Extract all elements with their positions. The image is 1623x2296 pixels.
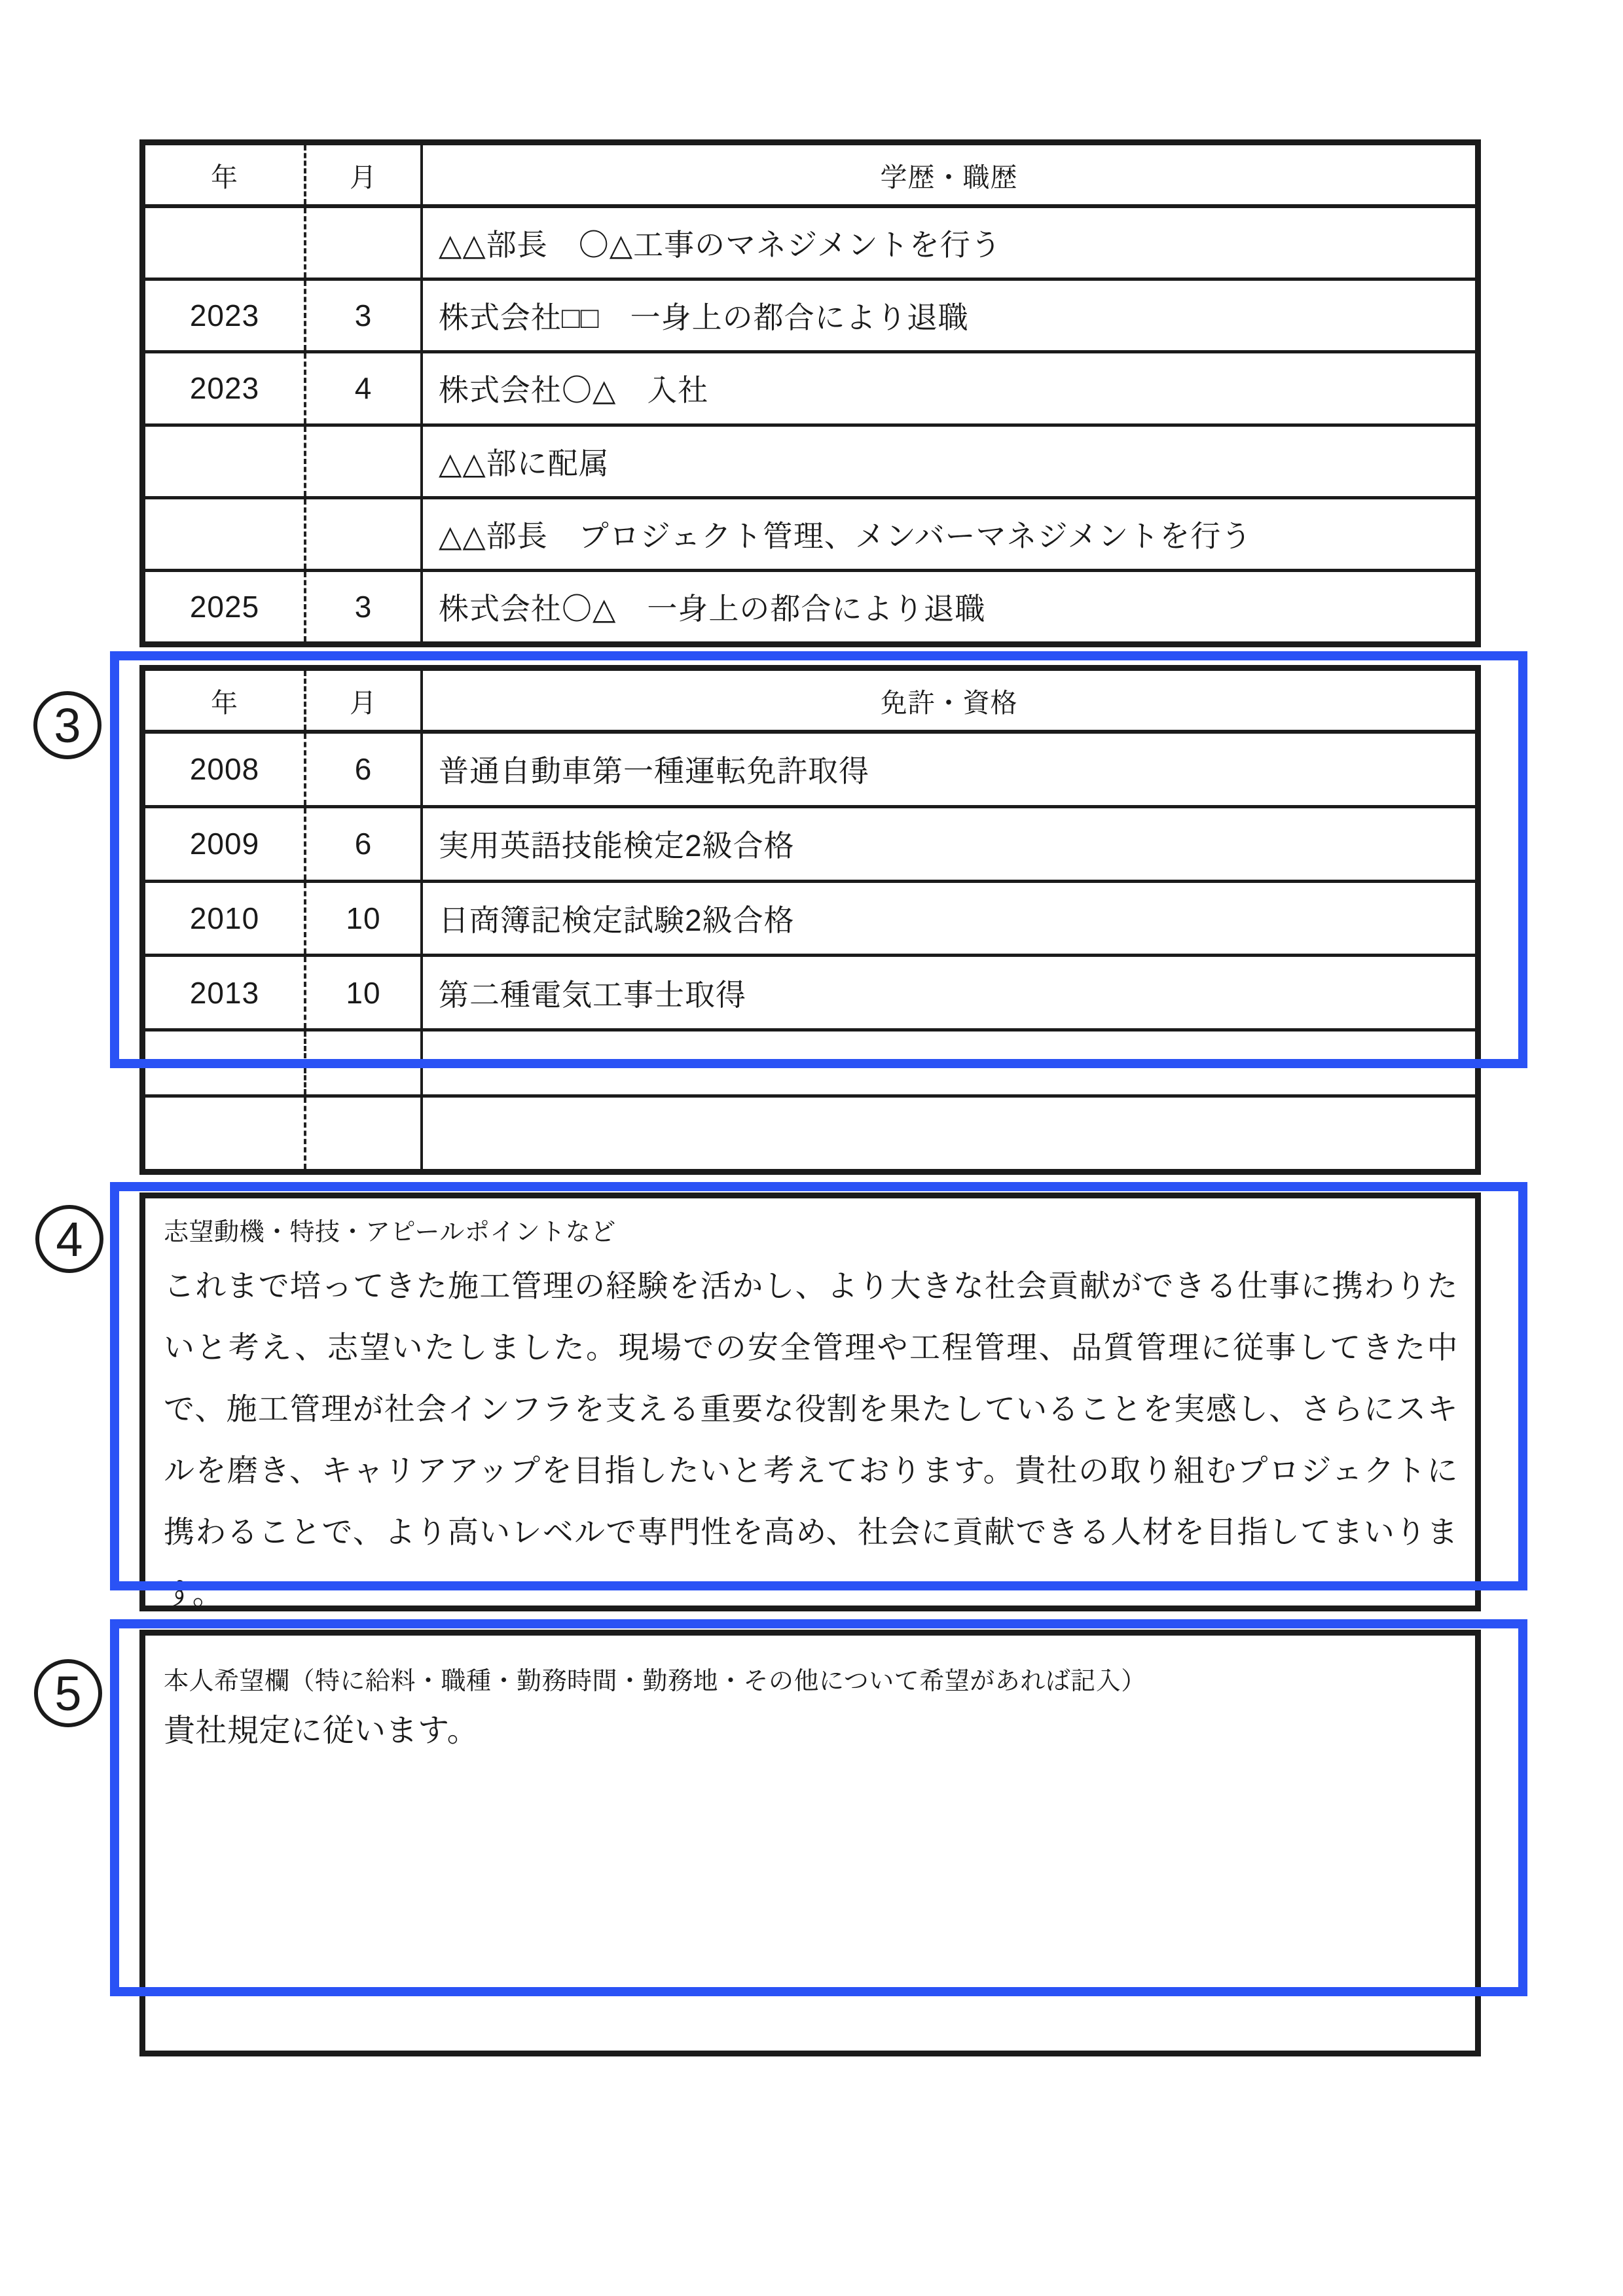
month-header: 月 bbox=[306, 145, 423, 204]
entry-cell: 株式会社〇△ 一身上の都合により退職 bbox=[439, 591, 986, 626]
month-cell: 10 bbox=[306, 883, 423, 954]
year-cell bbox=[145, 499, 306, 569]
month-cell: 6 bbox=[306, 808, 423, 880]
year-cell: 2023 bbox=[145, 353, 306, 423]
entry-cell bbox=[423, 1031, 1475, 1066]
entry-cell: △△部長 プロジェクト管理、メンバーマネジメントを行う bbox=[439, 518, 1252, 553]
motivation-box bbox=[139, 1193, 1481, 1611]
month-cell bbox=[306, 1031, 423, 1066]
table-row bbox=[145, 883, 1475, 958]
table-row bbox=[145, 353, 1475, 426]
personal-request-label: 本人希望欄（特に給料・職種・勤務時間・勤務地・その他について希望があれば記入） bbox=[164, 1668, 1146, 1695]
annotation-badge-5: 5 bbox=[34, 1659, 102, 1727]
month-cell: 10 bbox=[306, 957, 423, 1028]
motivation-label: 志望動機・特技・アピールポイントなど bbox=[164, 1219, 616, 1246]
year-cell: 2023 bbox=[145, 281, 306, 350]
entry-cell: △△部に配属 bbox=[439, 446, 610, 480]
month-cell bbox=[306, 1068, 423, 1094]
annotation-badge-3: 3 bbox=[33, 691, 101, 759]
table-row bbox=[145, 1068, 1475, 1098]
entry-cell: 第二種電気工事士取得 bbox=[439, 977, 746, 1012]
personal-request-body: 貴社規定に従います。 bbox=[164, 1713, 479, 1748]
year-cell: 2008 bbox=[145, 734, 306, 805]
license-qualification-table bbox=[139, 665, 1481, 1066]
month-cell: 6 bbox=[306, 734, 423, 805]
year-cell bbox=[145, 1068, 306, 1094]
year-cell bbox=[145, 1098, 306, 1169]
personal-request-box bbox=[139, 1630, 1481, 2056]
month-header: 月 bbox=[306, 671, 423, 730]
year-cell bbox=[145, 427, 306, 496]
year-cell bbox=[145, 1031, 306, 1066]
month-cell bbox=[306, 1098, 423, 1169]
table-row bbox=[145, 808, 1475, 883]
table-row bbox=[145, 734, 1475, 808]
table-row bbox=[145, 281, 1475, 353]
education-work-history-table bbox=[139, 139, 1481, 647]
month-cell: 4 bbox=[306, 353, 423, 423]
entry-cell bbox=[423, 1098, 1475, 1169]
table-row bbox=[145, 427, 1475, 499]
entry-cell: 株式会社〇△ 入社 bbox=[439, 373, 709, 408]
month-cell: 3 bbox=[306, 572, 423, 641]
month-cell bbox=[306, 427, 423, 496]
table-row bbox=[145, 208, 1475, 281]
license-table-empty-rows bbox=[139, 1068, 1481, 1175]
year-header: 年 bbox=[145, 671, 306, 730]
year-cell: 2013 bbox=[145, 957, 306, 1028]
month-cell bbox=[306, 208, 423, 278]
table-row bbox=[145, 1031, 1475, 1066]
table-row bbox=[145, 1098, 1475, 1169]
table-header-row bbox=[145, 145, 1475, 208]
table-row bbox=[145, 499, 1475, 572]
license-header: 免許・資格 bbox=[880, 687, 1018, 718]
entry-cell: △△部長 〇△工事のマネジメントを行う bbox=[439, 228, 1002, 262]
history-header: 学歴・職歴 bbox=[880, 162, 1018, 192]
entry-cell bbox=[423, 1068, 1475, 1094]
entry-cell: 日商簿記検定試験2級合格 bbox=[439, 903, 795, 937]
year-cell bbox=[145, 208, 306, 278]
table-header-row bbox=[145, 671, 1475, 734]
entry-cell: 実用英語技能検定2級合格 bbox=[439, 829, 795, 863]
annotation-badge-4: 4 bbox=[35, 1205, 103, 1273]
year-cell: 2009 bbox=[145, 808, 306, 880]
month-cell bbox=[306, 499, 423, 569]
year-header: 年 bbox=[145, 145, 306, 204]
year-cell: 2025 bbox=[145, 572, 306, 641]
table-row bbox=[145, 957, 1475, 1031]
table-row bbox=[145, 572, 1475, 641]
entry-cell: 普通自動車第一種運転免許取得 bbox=[439, 754, 869, 789]
year-cell: 2010 bbox=[145, 883, 306, 954]
motivation-body: これまで培ってきた施工管理の経験を活かし、より大きな社会貢献ができる仕事に携わりたいと考え、志望いたしました。現場での安全管理や工程管理、品質管理に従事してきた中で、施工管理が社会インフラを支える重要な役割を果たしていることを実感し、さらにスキルを磨き、キャリアアップを目指したいと考えております。貴社の取り組むプロジェクトに携わることで、より高いレベルで専門性を高め、社会に貢献できる人材を目指してまいります。 bbox=[164, 1268, 1458, 1611]
month-cell: 3 bbox=[306, 281, 423, 350]
entry-cell: 株式会社□□ 一身上の都合により退職 bbox=[439, 300, 969, 335]
